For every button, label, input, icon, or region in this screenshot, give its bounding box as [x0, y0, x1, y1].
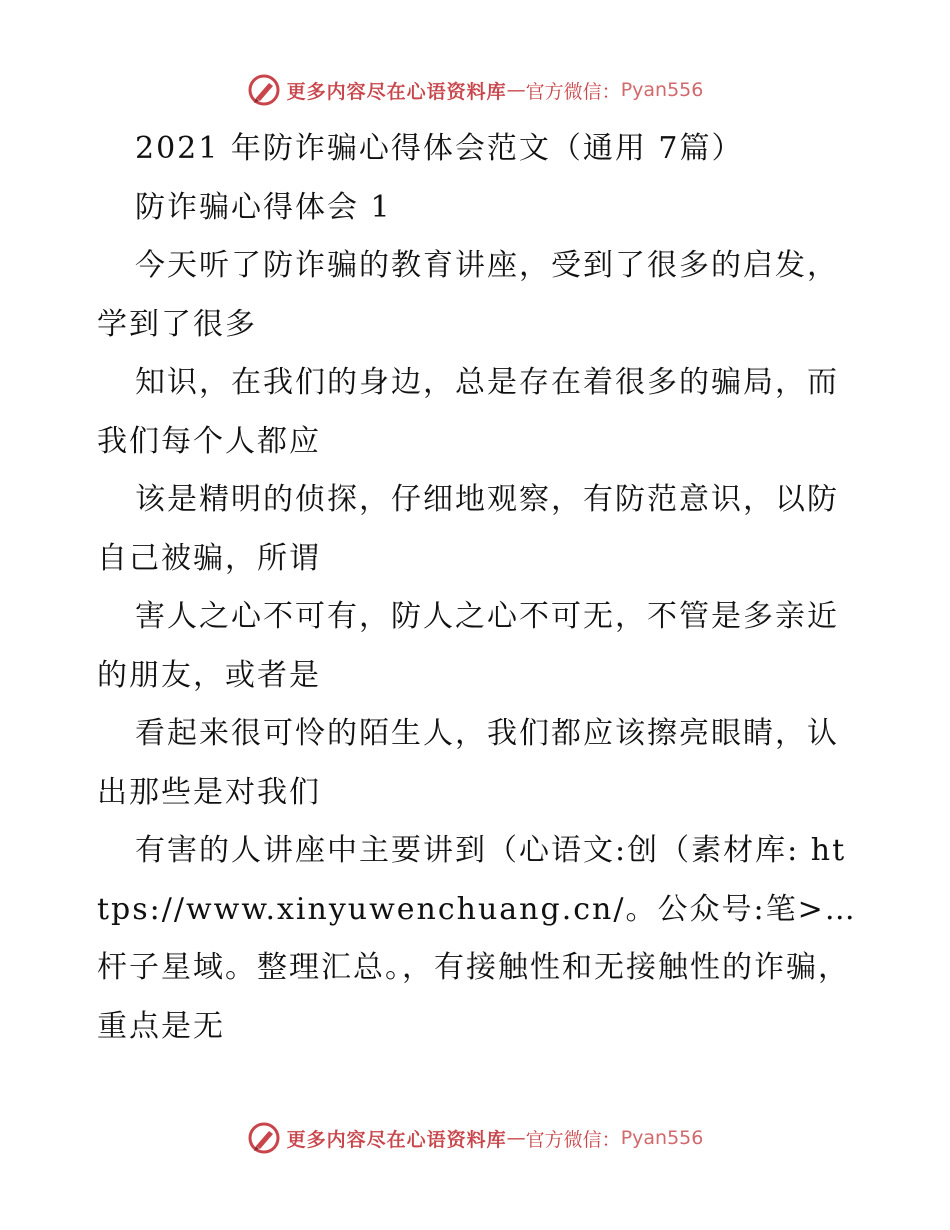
- paragraph: 有害的人讲座中主要讲到（心语文:创（素材库: https://www.xinyuwenchuang.cn/。公众号:笔>…杆子星域。整理汇总。，有接触性和无接触性的诈骗，重点是无: [97, 833, 857, 1044]
- banner-wechat-id: Pyan556: [620, 1127, 704, 1149]
- paragraph: 该是精明的侦探，仔细地观察，有防范意识，以防自己被骗，所谓: [97, 482, 839, 576]
- banner-wechat-label: 官方微信：: [525, 80, 621, 103]
- banner-wechat-label: 官方微信：: [525, 1128, 621, 1151]
- banner-site-text: 更多内容尽在心语资料库: [286, 1128, 507, 1151]
- paragraph: 今天听了防诈骗的教育讲座，受到了很多的启发，学到了很多: [97, 248, 839, 342]
- pen-logo-icon: [247, 1121, 281, 1155]
- header-banner: [0, 70, 950, 110]
- document-title: 2021 年防诈骗心得体会范文（通用 7篇）: [135, 131, 744, 166]
- section-heading: 防诈骗心得体会 1: [135, 189, 392, 225]
- footer-banner: [0, 1118, 950, 1158]
- banner-dash: —: [506, 1127, 526, 1149]
- banner-site-text: 更多内容尽在心语资料库: [286, 80, 507, 103]
- paragraph: 害人之心不可有，防人之心不可无，不管是多亲近的朋友，或者是: [97, 599, 839, 693]
- paragraph: 看起来很可怜的陌生人，我们都应该擦亮眼睛，认出那些是对我们: [97, 716, 839, 810]
- paragraph: 知识，在我们的身边，总是存在着很多的骗局，而我们每个人都应: [97, 365, 839, 459]
- banner-wechat-id: Pyan556: [620, 79, 704, 101]
- banner-dash: —: [506, 79, 526, 101]
- pen-logo-icon: [247, 73, 281, 107]
- document-body: [97, 120, 857, 1056]
